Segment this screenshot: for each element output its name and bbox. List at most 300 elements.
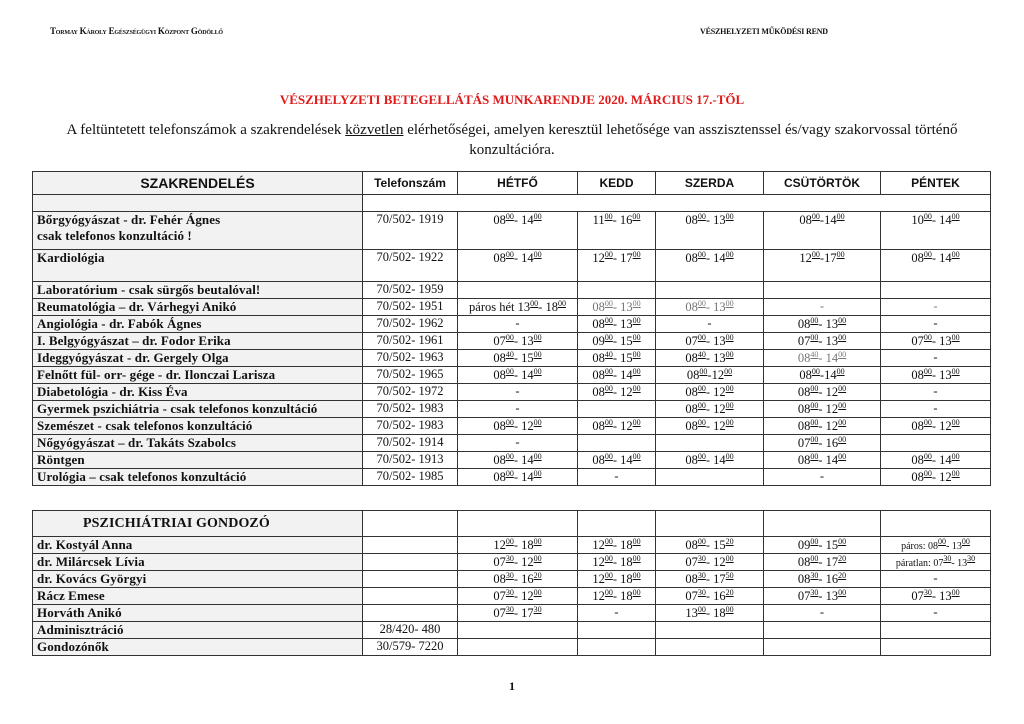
minutes-superscript: 00 (505, 250, 514, 259)
table-row (33, 367, 991, 384)
table-row (33, 554, 991, 571)
schedule-cell: - (578, 469, 656, 486)
minutes-superscript: 00 (836, 212, 845, 221)
minutes-superscript: 00 (697, 299, 706, 308)
service-name-line: Gyermek pszichiátria - csak telefonos konzultáció (37, 401, 318, 416)
schedule-cell: $08^{00}-$ $14^{00}$ (458, 452, 578, 469)
service-name-line: Röntgen (37, 452, 85, 467)
minutes-superscript: 30 (943, 554, 952, 563)
service-name-line: Adminisztráció (37, 622, 124, 637)
schedule-cell: $08^{00}-$ $13^{00}$ (656, 299, 764, 316)
table-header-row (33, 172, 991, 195)
minutes-superscript: 00 (923, 418, 932, 427)
table-row (33, 571, 991, 588)
minutes-superscript: 00 (697, 333, 706, 342)
psychiatric-care-table (32, 510, 991, 656)
service-name (33, 333, 363, 350)
minutes-superscript: 40 (505, 350, 514, 359)
minutes-superscript: 00 (923, 367, 932, 376)
section-heading-row (33, 511, 991, 537)
service-name-line: Reumatológia – dr. Várhegyi Anikó (37, 299, 237, 314)
service-name (33, 554, 363, 571)
minutes-superscript: 00 (632, 333, 641, 342)
schedule-cell (881, 282, 991, 299)
minutes-superscript: 20 (725, 588, 734, 597)
service-name (33, 212, 363, 250)
schedule-cell: $08^{40}-$ $15^{00}$ (578, 350, 656, 367)
schedule-cell: $08^{00}-$ $12^{00}$ (656, 401, 764, 418)
empty-cell (881, 511, 991, 537)
minutes-superscript: 00 (632, 452, 641, 461)
phone-number: 70/502- 1965 (363, 367, 458, 384)
schedule-cell: $09^{00}-$ $15^{00}$ (764, 537, 881, 554)
schedule-cell: $08^{00}-$ $17^{20}$ (764, 554, 881, 571)
phone-number: 70/502- 1963 (363, 350, 458, 367)
table-row (33, 588, 991, 605)
phone-number: 70/502- 1961 (363, 333, 458, 350)
minutes-superscript: 00 (838, 435, 847, 444)
schedule-cell (764, 639, 881, 656)
table-row (33, 282, 991, 299)
minutes-superscript: 00 (604, 537, 613, 546)
minutes-superscript: 00 (951, 469, 960, 478)
phone-number: 30/579- 7220 (363, 639, 458, 656)
schedule-cell: - (881, 316, 991, 333)
schedule-cell (656, 435, 764, 452)
schedule-cell: $08^{00}-$ $12^{00}$ (881, 469, 991, 486)
minutes-superscript: 40 (697, 350, 706, 359)
phone-number: 70/502- 1919 (363, 212, 458, 250)
schedule-cell: $08^{00}-$ $13^{00}$ (656, 212, 764, 250)
minutes-superscript: 00 (697, 418, 706, 427)
schedule-cell: $09^{00}-$ $15^{00}$ (578, 333, 656, 350)
minutes-superscript: 00 (533, 212, 542, 221)
minutes-superscript: 20 (838, 571, 847, 580)
minutes-superscript: 00 (697, 537, 706, 546)
minutes-superscript: 00 (836, 250, 845, 259)
schedule-cell: $08^{30}-$ $16^{20}$ (458, 571, 578, 588)
minutes-superscript: 00 (604, 571, 613, 580)
schedule-cell: - (764, 605, 881, 622)
schedule-cell: $12^{00}-17^{00}$ (764, 250, 881, 282)
minutes-superscript: 00 (838, 333, 847, 342)
minutes-superscript: 00 (632, 554, 641, 563)
schedule-cell: $07^{30}-$ $12^{00}$ (656, 554, 764, 571)
service-name (33, 435, 363, 452)
schedule-cell: $08^{00}-$ $14^{00}$ (458, 250, 578, 282)
service-name (33, 452, 363, 469)
service-note-line: csak telefonos konzultáció ! (37, 228, 192, 243)
service-name (33, 401, 363, 418)
table-row (33, 401, 991, 418)
minutes-superscript: 00 (961, 537, 970, 546)
minutes-superscript: 00 (810, 384, 819, 393)
schedule-cell: $08^{00}-$ $12^{00}$ (578, 384, 656, 401)
minutes-superscript: 00 (811, 250, 820, 259)
minutes-superscript: 00 (938, 537, 947, 546)
schedule-cell: - (881, 401, 991, 418)
minutes-superscript: 00 (725, 452, 734, 461)
phone-number: 70/502- 1914 (363, 435, 458, 452)
empty-cell (363, 511, 458, 537)
service-name (33, 350, 363, 367)
schedule-cell: $08^{00}-12^{00}$ (656, 367, 764, 384)
minutes-superscript: 30 (697, 571, 706, 580)
minutes-superscript: 00 (836, 367, 845, 376)
schedule-cell: $07^{00}-$ $13^{00}$ (881, 333, 991, 350)
minutes-superscript: 00 (725, 554, 734, 563)
schedule-cell: páratlan: $07^{30}-$ $13^{30}$ (881, 554, 991, 571)
minutes-superscript: 30 (697, 554, 706, 563)
minutes-superscript: 40 (604, 350, 613, 359)
minutes-superscript: 00 (951, 452, 960, 461)
minutes-superscript: 00 (604, 212, 613, 221)
schedule-cell: $08^{00}-$ $12^{00}$ (764, 401, 881, 418)
empty-cell (656, 511, 764, 537)
table-row (33, 299, 991, 316)
schedule-cell: $08^{00}-$ $14^{00}$ (458, 469, 578, 486)
schedule-cell: $08^{30}-$ $17^{50}$ (656, 571, 764, 588)
service-name-line: Bőrgyógyászat - dr. Fehér Ágnes (37, 212, 221, 227)
schedule-cell: $10^{00}-$ $14^{00}$ (881, 212, 991, 250)
minutes-superscript: 00 (505, 537, 514, 546)
phone-number: 70/502- 1951 (363, 299, 458, 316)
header-document-type: VÉSZHELYZETI MŰKÖDÉSI REND (700, 27, 828, 36)
phone-number: 70/502- 1913 (363, 452, 458, 469)
schedule-cell (881, 435, 991, 452)
minutes-superscript: 20 (725, 537, 734, 546)
schedule-cell (656, 469, 764, 486)
schedule-cell: $07^{30}-$ $16^{20}$ (656, 588, 764, 605)
phone-number: 70/502- 1962 (363, 316, 458, 333)
intro-paragraph (40, 120, 984, 160)
minutes-superscript: 00 (505, 452, 514, 461)
table-row (33, 435, 991, 452)
schedule-cell: páros hét $13^{00}-$ $18^{00}$ (458, 299, 578, 316)
service-name (33, 639, 363, 656)
schedule-cell (578, 435, 656, 452)
service-name-line: Rácz Emese (37, 588, 105, 603)
minutes-superscript: 00 (725, 333, 734, 342)
phone-number (363, 588, 458, 605)
minutes-superscript: 00 (810, 418, 819, 427)
schedule-cell: $08^{00}-$ $12^{00}$ (656, 418, 764, 435)
table-row (33, 316, 991, 333)
minutes-superscript: 00 (604, 367, 613, 376)
schedule-cell: - (458, 316, 578, 333)
minutes-superscript: 00 (632, 350, 641, 359)
column-header: HÉTFŐ (458, 172, 578, 195)
minutes-superscript: 00 (951, 418, 960, 427)
schedule-cell: $07^{00}-$ $16^{00}$ (764, 435, 881, 452)
minutes-superscript: 00 (725, 299, 734, 308)
section-heading: PSZICHIÁTRIAI GONDOZÓ (33, 511, 363, 537)
minutes-superscript: 30 (810, 588, 819, 597)
phone-number: 70/502- 1959 (363, 282, 458, 299)
service-name (33, 605, 363, 622)
schedule-cell: $08^{30}-$ $16^{20}$ (764, 571, 881, 588)
schedule-cell: - (881, 384, 991, 401)
minutes-superscript: 00 (923, 212, 932, 221)
phone-number (363, 605, 458, 622)
minutes-superscript: 00 (725, 418, 734, 427)
minutes-superscript: 00 (725, 384, 734, 393)
schedule-cell: $12^{00}-$ $18^{00}$ (578, 588, 656, 605)
schedule-cell (881, 622, 991, 639)
minutes-superscript: 00 (505, 367, 514, 376)
phone-number: 70/502- 1983 (363, 418, 458, 435)
minutes-superscript: 00 (697, 452, 706, 461)
minutes-superscript: 00 (810, 537, 819, 546)
schedule-cell: $08^{00}-$ $14^{00}$ (764, 452, 881, 469)
schedule-cell: $08^{00}-$ $14^{00}$ (458, 367, 578, 384)
schedule-cell: $08^{00}-$ $14^{00}$ (578, 452, 656, 469)
table-row (33, 333, 991, 350)
phone-number (363, 537, 458, 554)
service-name (33, 469, 363, 486)
service-name (33, 316, 363, 333)
schedule-cell: $12^{00}-$ $18^{00}$ (458, 537, 578, 554)
schedule-cell: $08^{00}-$ $14^{00}$ (881, 250, 991, 282)
minutes-superscript: 00 (725, 212, 734, 221)
minutes-superscript: 00 (838, 401, 847, 410)
minutes-superscript: 00 (604, 384, 613, 393)
schedule-cell: - (764, 469, 881, 486)
service-name-line: Angiológia - dr. Fabók Ágnes (37, 316, 202, 331)
minutes-superscript: 00 (838, 316, 847, 325)
service-name (33, 250, 363, 282)
intro-text-before: A feltüntetett telefonszámok a szakrendelések (66, 122, 346, 138)
service-name-line: Laboratórium - csak sürgős beutalóval! (37, 282, 261, 297)
schedule-cell: $08^{00}-$ $12^{00}$ (764, 418, 881, 435)
table-row (33, 350, 991, 367)
minutes-superscript: 00 (533, 537, 542, 546)
schedule-cell: $08^{00}-$ $12^{00}$ (458, 418, 578, 435)
minutes-superscript: 00 (699, 367, 708, 376)
minutes-superscript: 00 (697, 401, 706, 410)
minutes-superscript: 00 (632, 384, 641, 393)
service-name-line: dr. Kovács Györgyi (37, 571, 147, 586)
minutes-superscript: 00 (951, 212, 960, 221)
minutes-superscript: 00 (810, 554, 819, 563)
schedule-cell: $08^{00}-14^{00}$ (764, 367, 881, 384)
table-row (33, 469, 991, 486)
schedule-cell (458, 639, 578, 656)
minutes-superscript: 00 (632, 212, 641, 221)
schedule-cell (578, 282, 656, 299)
service-name-line: Horváth Anikó (37, 605, 122, 620)
service-name (33, 571, 363, 588)
schedule-cell: $08^{00}-$ $13^{00}$ (578, 299, 656, 316)
table-row (33, 418, 991, 435)
phone-number (363, 554, 458, 571)
table-row (33, 622, 991, 639)
minutes-superscript: 30 (505, 554, 514, 563)
schedule-cell (578, 622, 656, 639)
schedule-cell (764, 282, 881, 299)
schedule-cell (764, 622, 881, 639)
minutes-superscript: 00 (533, 588, 542, 597)
phone-number: 70/502- 1972 (363, 384, 458, 401)
minutes-superscript: 00 (533, 367, 542, 376)
minutes-superscript: 00 (951, 588, 960, 597)
column-header: PÉNTEK (881, 172, 991, 195)
schedule-cell (458, 282, 578, 299)
service-name (33, 622, 363, 639)
minutes-superscript: 20 (838, 554, 847, 563)
minutes-superscript: 30 (505, 571, 514, 580)
minutes-superscript: 00 (632, 418, 641, 427)
phone-number: 70/502- 1983 (363, 401, 458, 418)
empty-cell (33, 195, 363, 212)
service-name (33, 588, 363, 605)
service-name (33, 299, 363, 316)
table-row (33, 639, 991, 656)
minutes-superscript: 00 (604, 554, 613, 563)
minutes-superscript: 00 (838, 418, 847, 427)
minutes-superscript: 30 (967, 554, 976, 563)
table-row (33, 605, 991, 622)
service-name-line: Ideggyógyászat - dr. Gergely Olga (37, 350, 229, 365)
minutes-superscript: 00 (838, 384, 847, 393)
schedule-cell: $12^{00}-$ $18^{00}$ (578, 571, 656, 588)
minutes-superscript: 00 (505, 212, 514, 221)
schedule-cell (881, 639, 991, 656)
minutes-superscript: 00 (838, 588, 847, 597)
minutes-superscript: 00 (533, 333, 542, 342)
schedule-cell: $08^{00}-$ $14^{00}$ (881, 452, 991, 469)
minutes-superscript: 00 (811, 212, 820, 221)
schedule-cell: $07^{30}-$ $13^{00}$ (764, 588, 881, 605)
empty-cell (363, 195, 991, 212)
service-name-line: Gondozónők (37, 639, 109, 654)
minutes-superscript: 00 (604, 418, 613, 427)
schedule-cell: $07^{30}-$ $13^{00}$ (881, 588, 991, 605)
schedule-cell: $12^{00}-$ $18^{00}$ (578, 554, 656, 571)
schedule-cell: $07^{30}-$ $12^{00}$ (458, 554, 578, 571)
service-name (33, 418, 363, 435)
intro-text-after: elérhetőségei, amelyen keresztül lehetősége van asszisztenssel és/vagy szakorvossal történő konzultációra. (403, 122, 958, 158)
schedule-cell: $07^{30}-$ $12^{00}$ (458, 588, 578, 605)
schedule-cell: $08^{00}-$ $14^{00}$ (578, 367, 656, 384)
schedule-cell: - (881, 299, 991, 316)
minutes-superscript: 00 (533, 418, 542, 427)
service-name-line: I. Belgyógyászat – dr. Fodor Erika (37, 333, 231, 348)
minutes-superscript: 00 (604, 588, 613, 597)
minutes-superscript: 00 (505, 333, 514, 342)
minutes-superscript: 00 (810, 333, 819, 342)
schedule-cell: $07^{30}-$ $17^{30}$ (458, 605, 578, 622)
schedule-cell: $08^{00}-14^{00}$ (764, 212, 881, 250)
schedule-cell: $08^{40}-$ $15^{00}$ (458, 350, 578, 367)
minutes-superscript: 00 (632, 537, 641, 546)
service-name-line: Urológia – csak telefonos konzultáció (37, 469, 247, 484)
schedule-cell: - (578, 605, 656, 622)
minutes-superscript: 00 (632, 588, 641, 597)
minutes-superscript: 00 (533, 250, 542, 259)
minutes-superscript: 00 (923, 333, 932, 342)
table-row (33, 250, 991, 282)
minutes-superscript: 00 (604, 250, 613, 259)
service-name (33, 367, 363, 384)
table-row (33, 212, 991, 250)
minutes-superscript: 00 (505, 469, 514, 478)
service-name (33, 537, 363, 554)
column-header: SZAKRENDELÉS (33, 172, 363, 195)
table-row (33, 452, 991, 469)
schedule-cell (578, 401, 656, 418)
table-row (33, 537, 991, 554)
minutes-superscript: 00 (604, 299, 613, 308)
minutes-superscript: 00 (724, 367, 733, 376)
schedule-cell: $08^{40}-$ $13^{00}$ (656, 350, 764, 367)
minutes-superscript: 00 (725, 605, 734, 614)
phone-number: 28/420- 480 (363, 622, 458, 639)
minutes-superscript: 30 (697, 588, 706, 597)
minutes-superscript: 00 (810, 435, 819, 444)
spacer-row (33, 195, 991, 212)
schedule-cell: $07^{00}-$ $13^{00}$ (764, 333, 881, 350)
phone-number: 70/502- 1985 (363, 469, 458, 486)
service-name-line: dr. Kostyál Anna (37, 537, 133, 552)
schedule-cell (458, 622, 578, 639)
minutes-superscript: 00 (725, 250, 734, 259)
table-row (33, 384, 991, 401)
minutes-superscript: 00 (697, 250, 706, 259)
schedule-cell: $07^{00}-$ $13^{00}$ (656, 333, 764, 350)
schedule-cell: $07^{00}-$ $13^{00}$ (458, 333, 578, 350)
schedule-cell: - (881, 571, 991, 588)
minutes-superscript: 00 (838, 452, 847, 461)
column-header: KEDD (578, 172, 656, 195)
schedule-cell (656, 282, 764, 299)
schedule-cell: $13^{00}-$ $18^{00}$ (656, 605, 764, 622)
service-name (33, 384, 363, 401)
service-name-line: Felnőtt fül- orr- gége - dr. Ilonczai Larisza (37, 367, 276, 382)
empty-cell (764, 511, 881, 537)
minutes-superscript: 40 (810, 350, 819, 359)
column-header: SZERDA (656, 172, 764, 195)
minutes-superscript: 00 (951, 333, 960, 342)
minutes-superscript: 20 (533, 571, 542, 580)
minutes-superscript: 00 (697, 384, 706, 393)
service-name-line: Kardiológia (37, 250, 105, 265)
minutes-superscript: 00 (557, 299, 566, 308)
schedule-cell: - (458, 384, 578, 401)
minutes-superscript: 00 (604, 333, 613, 342)
minutes-superscript: 30 (505, 605, 514, 614)
schedule-cell: $08^{40}-$ $14^{00}$ (764, 350, 881, 367)
schedule-cell (656, 639, 764, 656)
schedule-cell: $08^{00}-$ $12^{00}$ (656, 384, 764, 401)
minutes-superscript: 00 (811, 367, 820, 376)
schedule-cell (578, 639, 656, 656)
schedule-cell: $08^{00}-$ $14^{00}$ (656, 250, 764, 282)
minutes-superscript: 50 (725, 571, 734, 580)
schedule-cell: $08^{00}-$ $14^{00}$ (656, 452, 764, 469)
minutes-superscript: 00 (632, 316, 641, 325)
minutes-superscript: 00 (533, 350, 542, 359)
schedule-cell: - (458, 435, 578, 452)
schedule-cell: $12^{00}-$ $17^{00}$ (578, 250, 656, 282)
specialty-schedule-table (32, 171, 991, 486)
minutes-superscript: 00 (725, 350, 734, 359)
minutes-superscript: 00 (810, 452, 819, 461)
schedule-cell: - (458, 401, 578, 418)
minutes-superscript: 00 (838, 537, 847, 546)
minutes-superscript: 00 (505, 418, 514, 427)
schedule-cell: $08^{00}-$ $12^{00}$ (881, 418, 991, 435)
